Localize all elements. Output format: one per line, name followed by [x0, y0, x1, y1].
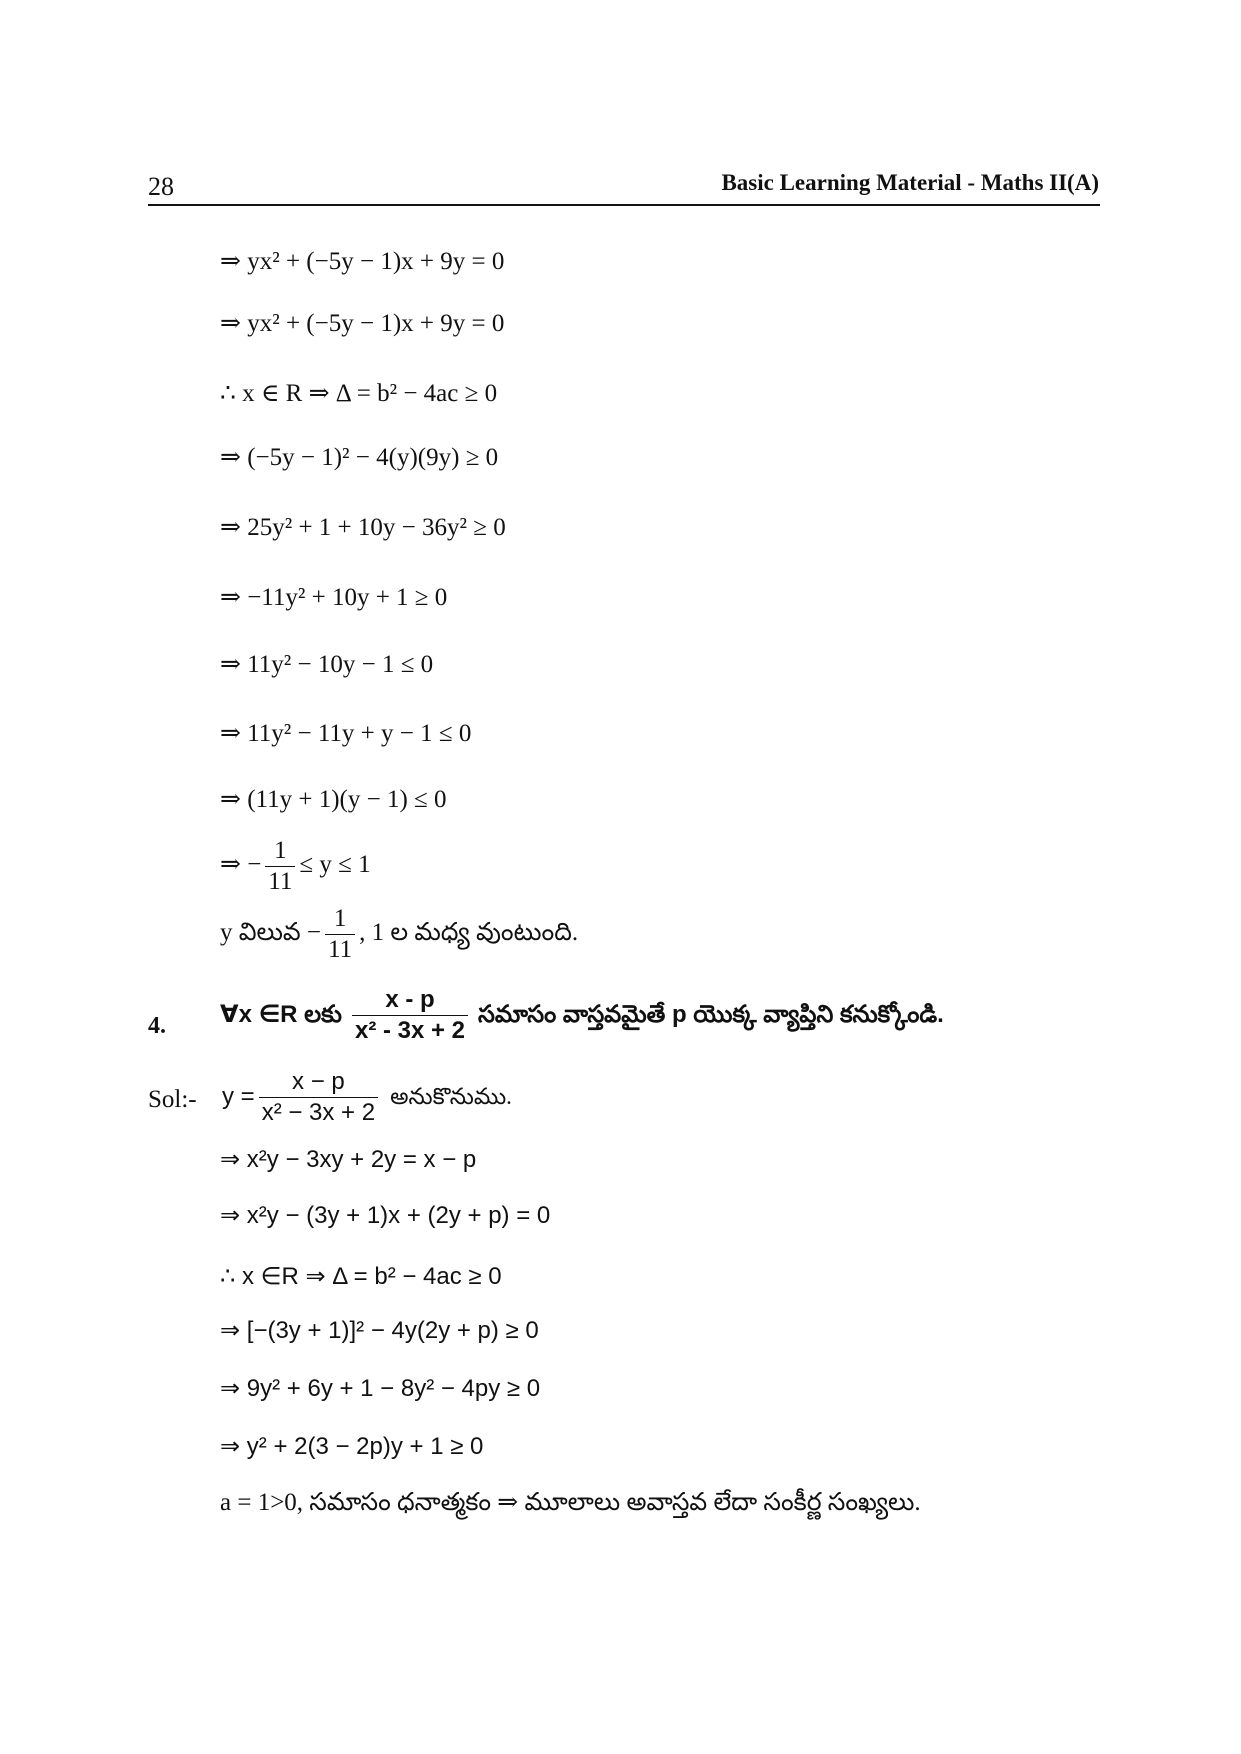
fraction: $\frac{x - p}{\text{x² − 3x + 2}}$ — [259, 1068, 378, 1127]
page-number: 28 — [148, 172, 174, 201]
fraction: $\frac{1}{11}$ — [325, 905, 355, 964]
fraction: $\frac{1}{11}$ — [265, 837, 295, 896]
solution-step: ⇒ 9y² + 6y + 1 − 8y² − 4py ≥ 0 — [220, 1375, 541, 1402]
solution-lead: y = $\frac{x - p}{\text{x² − 3x + 2}}$ అనుకొనుము. — [222, 1068, 512, 1126]
solution-step: ⇒ x²y − 3xy + 2y = x − p — [220, 1146, 477, 1173]
solution-step: ⇒ y² + 2(3 − 2p)y + 1 ≥ 0 — [220, 1433, 484, 1460]
step-line: ⇒ yx² + (−5y − 1)x + 9y = 0 — [220, 310, 505, 337]
solution-step: ⇒ [−(3y + 1)]² − 4y(2y + p) ≥ 0 — [220, 1317, 539, 1344]
solution-label: Sol:- — [148, 1086, 197, 1113]
step-line: ∴ x ∈ R ⇒ Δ = b² − 4ac ≥ 0 — [220, 380, 498, 407]
fraction: $\frac{x - p}{\text{x² - 3x + 2}}$ — [352, 986, 468, 1045]
header-rule — [148, 204, 1100, 206]
running-title: Basic Learning Material - Maths II(A) — [721, 170, 1099, 195]
solution-step: ∴ x ∈R ⇒ Δ = b² − 4ac ≥ 0 — [220, 1263, 502, 1290]
question-number: 4. — [148, 1013, 166, 1039]
question-text: ∀x ∈R లకు $\frac{x - p}{\text{x² - 3x + 2}}$ సమాసం వాస్తవమైతే p యొక్క వ్యాప్తిని కనుక్కోండి. — [220, 986, 944, 1044]
conclusion-line: y విలువ − $\frac{1}{11}$ , 1 ల మధ్య వుంటుంది. — [220, 905, 579, 963]
solution-step: ⇒ x²y − (3y + 1)x + (2y + p) = 0 — [220, 1202, 551, 1229]
range-line: ⇒ − $\frac{1}{11}$ ≤ y ≤ 1 — [220, 837, 371, 895]
step-line: ⇒ 11y² − 11y + y − 1 ≤ 0 — [220, 720, 472, 747]
step-line: ⇒ yx² + (−5y − 1)x + 9y = 0 — [220, 248, 505, 275]
step-line: ⇒ (−5y − 1)² − 4(y)(9y) ≥ 0 — [220, 444, 499, 471]
step-line: ⇒ 11y² − 10y − 1 ≤ 0 — [220, 651, 434, 678]
step-line: ⇒ (11y + 1)(y − 1) ≤ 0 — [220, 786, 447, 813]
step-line: ⇒ −11y² + 10y + 1 ≥ 0 — [220, 584, 448, 611]
solution-final: a = 1>0, సమాసం ధనాత్మకం ⇒ మూలాలు అవాస్తవ లేదా సంకీర్ణ సంఖ్యలు. — [220, 1489, 921, 1516]
step-line: ⇒ 25y² + 1 + 10y − 36y² ≥ 0 — [220, 514, 506, 541]
